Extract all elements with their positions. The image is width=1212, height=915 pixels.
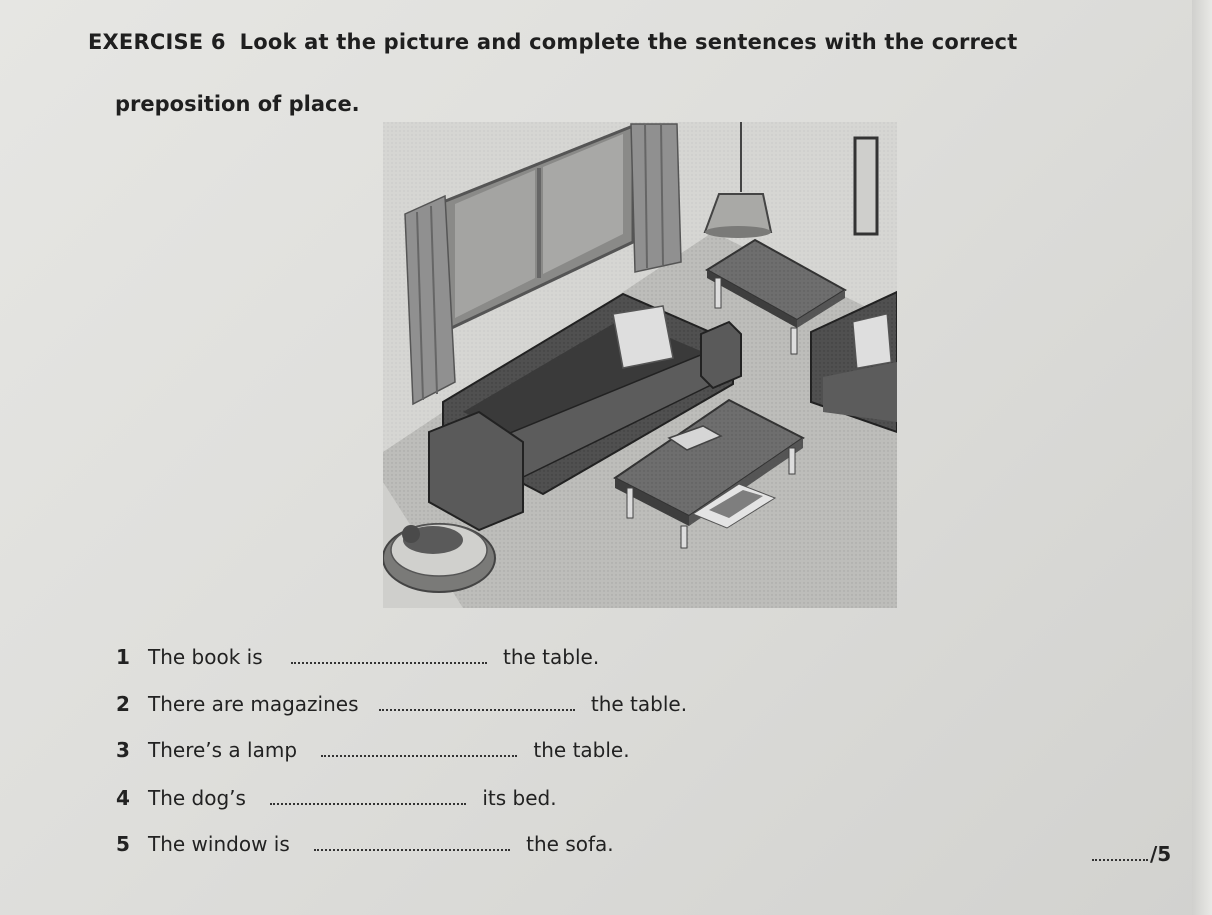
dog-bed — [383, 524, 495, 592]
living-room-illustration — [383, 122, 897, 608]
instruction-line-2: preposition of place. — [115, 92, 360, 116]
wall-frame — [855, 138, 877, 234]
answer-blank-3[interactable] — [321, 741, 517, 757]
question-5: 5 The window is the sofa. — [116, 832, 614, 856]
answer-blank-4[interactable] — [270, 789, 466, 805]
cushion — [613, 306, 673, 368]
question-3: 3 There’s a lamp the table. — [116, 738, 630, 762]
question-1: 1 The book is the table. — [116, 645, 600, 669]
question-4: 4 The dog’s its bed. — [116, 786, 557, 810]
exercise-header — [88, 30, 1017, 54]
question-2: 2 There are magazines the table. — [116, 692, 688, 716]
answer-blank-1[interactable] — [291, 648, 487, 664]
page-edge — [1192, 0, 1212, 915]
answer-blank-5[interactable] — [314, 835, 510, 851]
exercise-label: EXERCISE 6 — [88, 30, 226, 54]
score-box — [1092, 842, 1171, 866]
instruction-line-1: Look at the picture and complete the sentences with the correct — [239, 30, 1018, 54]
answer-blank-2[interactable] — [379, 695, 575, 711]
score-total: /5 — [1150, 842, 1172, 866]
score-blank[interactable] — [1092, 845, 1148, 861]
